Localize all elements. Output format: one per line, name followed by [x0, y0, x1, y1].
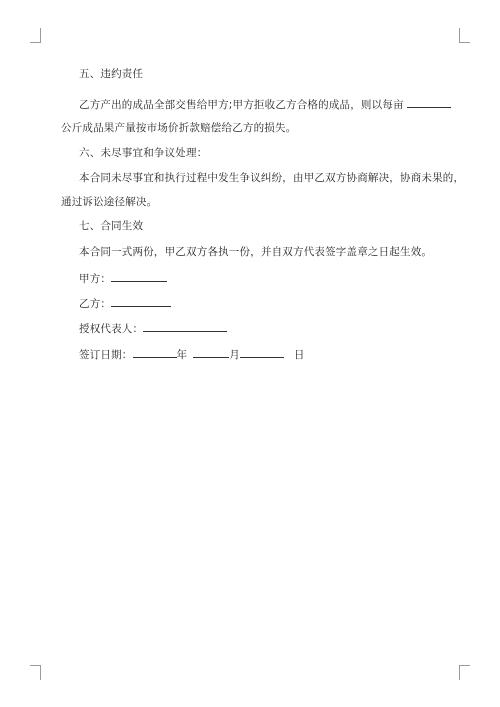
day-label: 日 — [293, 349, 305, 361]
page-corner-mark-bottom-left — [30, 665, 41, 680]
party-a-signature-line — [79, 271, 167, 286]
year-label: 年 — [176, 349, 188, 361]
section-6-paragraph-line-2: 通过诉讼途径解决。 — [61, 196, 158, 208]
yield-per-mu-blank[interactable] — [407, 97, 451, 108]
representative-signature-line — [79, 321, 227, 336]
month-label: 月 — [229, 349, 240, 361]
signing-date-line — [79, 347, 305, 362]
section-7-heading: 七、合同生效 — [79, 220, 144, 232]
section-5-paragraph-line-1 — [79, 97, 451, 112]
party-b-signature-line — [79, 296, 171, 311]
page-corner-mark-bottom-right — [459, 665, 470, 680]
representative-signature-blank[interactable] — [143, 321, 227, 332]
party-a-label: 甲方： — [79, 273, 112, 285]
signing-day-blank[interactable] — [240, 347, 284, 358]
party-b-label: 乙方： — [79, 298, 112, 310]
section-5-heading: 五、违约责任 — [79, 68, 144, 80]
page-corner-mark-top-right — [459, 28, 470, 43]
party-b-signature-blank[interactable] — [111, 296, 171, 307]
representative-label: 授权代表人： — [79, 323, 144, 335]
signing-date-label: 签订日期： — [79, 349, 133, 361]
section-6-heading: 六、未尽事宜和争议处理： — [79, 147, 208, 159]
section-6-paragraph-line-1: 本合同未尽事宜和执行过程中发生争议纠纷，由甲乙双方协商解决，协商未果的， — [79, 172, 465, 184]
section-7-paragraph: 本合同一式两份，甲乙双方各执一份，并自双方代表签字盖章之日起生效。 — [79, 246, 433, 258]
signing-month-blank[interactable] — [193, 347, 229, 358]
page-corner-mark-top-left — [30, 28, 41, 43]
party-a-signature-blank[interactable] — [111, 271, 167, 282]
signing-year-blank[interactable] — [133, 347, 177, 358]
section-5-paragraph-text: 乙方产出的成品全部交售给甲方;甲方拒收乙方合格的成品，则以每亩 — [79, 99, 404, 111]
section-5-paragraph-line-2: 公斤成品果产量按市场价折款赔偿给乙方的损失。 — [61, 122, 297, 134]
